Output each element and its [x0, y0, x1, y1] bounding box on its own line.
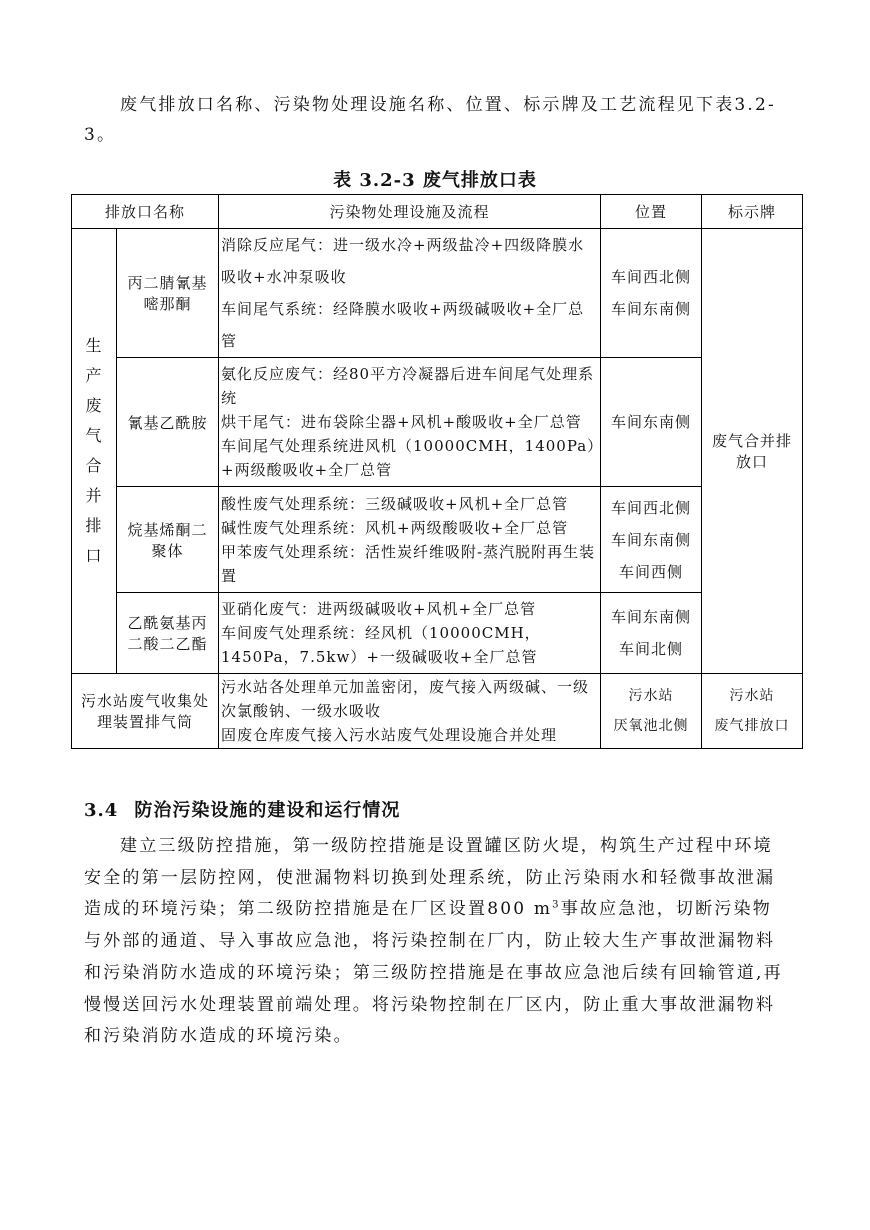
process-line: 车间尾气处理系统进风机（10000CMH，1400Pa）+两级酸吸收+全厂总管	[221, 437, 596, 479]
section-number: 3.4	[84, 800, 119, 821]
location-cell	[601, 593, 702, 674]
table-row	[72, 358, 803, 487]
paragraph-text-part-2: 事故应急池，切断污染物与外部的通道、导入事故应急池，将污染控制在厂内，防止较大生产事故泄漏物料和污染消防水造成的环境污染；第三级防控措施是在事故应急池后续有回输管道,再慢慢送回污水处理装置前端处理。将污染物控制在厂区内，防止重大事故泄漏物料和污染消防水造成的环境污染。	[84, 899, 783, 1047]
table-row	[72, 674, 803, 749]
section-title: 防治污染设施的建设和运行情况	[134, 800, 401, 821]
process-line: 车间尾气系统：经降膜水吸收+两级碱吸收+全厂总管	[221, 300, 585, 350]
table-row	[72, 593, 803, 674]
outlet-name-cell	[117, 593, 219, 674]
location-line: 车间东南侧	[611, 530, 692, 549]
location-line: 车间东南侧	[611, 608, 692, 626]
outlet-name: 污水站废气收集处理装置排气筒	[81, 692, 210, 731]
outlet-name-cell	[72, 674, 219, 749]
sign-line: 废气排放口	[714, 718, 790, 734]
group-sign: 废气合并排放口	[712, 432, 793, 471]
location-line: 车间东南侧	[611, 300, 692, 318]
location-cell	[601, 229, 702, 358]
process-line: 污水站各处理单元加盖密闭，废气接入两级碱、一级次氯酸钠、一级水吸收	[221, 678, 590, 720]
outlet-name: 丙二腈氰基嘧那酮	[127, 274, 208, 313]
sign-cell	[702, 674, 803, 749]
location-line: 车间西北侧	[611, 498, 692, 517]
body-paragraph	[84, 831, 786, 1053]
table-row	[72, 229, 803, 358]
paragraph-text-part-1: 建立三级防控措施，第一级防控措施是设置罐区防火堤，构筑生产过程中环境安全的第一层防控网，使泄漏物料切换到处理系统，防止污染雨水和轻微事故泄漏造成的环境污染；第二级防控措施是在厂区设置800 m	[84, 836, 776, 920]
process-line: 固废仓库废气接入污水站废气处理设施合并处理	[221, 726, 558, 744]
outlet-name: 氰基乙酰胺	[127, 413, 208, 432]
sign-line: 污水站	[729, 688, 775, 704]
superscript-3: 3	[552, 899, 561, 911]
outlet-name: 烷基烯酮二聚体	[127, 520, 208, 560]
table-row	[72, 487, 803, 593]
header-location: 位置	[601, 195, 702, 229]
process-line: 亚硝化废气：进两级碱吸收+风机+全厂总管	[221, 600, 537, 618]
location-line: 车间西北侧	[611, 268, 692, 286]
process-cell	[219, 229, 601, 358]
process-cell	[219, 487, 601, 593]
process-line: 氨化反应废气：经80平方冷凝器后进车间尾气处理系统	[221, 365, 595, 407]
process-cell	[219, 674, 601, 749]
group-label-cell	[72, 229, 117, 674]
process-line: 车间废气处理系统：经风机（10000CMH，1450Pa，7.5kw）+一级碱吸收+全厂总管	[221, 624, 541, 666]
table-caption: 表 3.2-3 废气排放口表	[333, 170, 537, 191]
emission-outlet-table	[71, 194, 803, 749]
location-line: 车间东南侧	[611, 413, 692, 431]
outlet-name-cell	[117, 487, 219, 593]
outlet-name-cell	[117, 229, 219, 358]
location-cell	[601, 358, 702, 487]
section-heading	[84, 796, 400, 822]
process-line: 碱性废气处理系统：风机+两级酸吸收+全厂总管	[221, 518, 569, 537]
process-line: 烘干尾气：进布袋除尘器+风机+酸吸收+全厂总管	[221, 413, 582, 431]
outlet-name-cell	[117, 358, 219, 487]
header-outlet-name: 排放口名称	[72, 195, 219, 229]
process-line: 酸性废气处理系统：三级碱吸收+风机+全厂总管	[221, 494, 569, 513]
location-line: 车间北侧	[619, 640, 684, 658]
location-cell	[601, 487, 702, 593]
process-cell	[219, 358, 601, 487]
location-line: 车间西侧	[619, 562, 684, 581]
outlet-name: 乙酰氨基丙二酸二乙酯	[127, 614, 208, 653]
location-cell	[601, 674, 702, 749]
location-line: 厌氧池北侧	[613, 718, 689, 734]
process-line: 消除反应尾气：进一级水冷+两级盐冷+四级降膜水吸收+水冲泵吸收	[221, 236, 585, 286]
group-label: 生 产 废 气 合 并 排 口	[85, 336, 103, 565]
table-header-row	[72, 195, 803, 229]
location-line: 污水站	[628, 688, 674, 704]
process-line: 甲苯废气处理系统：活性炭纤维吸附-蒸汽脱附再生装置	[221, 542, 596, 585]
process-cell	[219, 593, 601, 674]
header-process: 污染物处理设施及流程	[219, 195, 601, 229]
group-sign-cell	[702, 229, 803, 674]
header-sign: 标示牌	[702, 195, 803, 229]
intro-paragraph: 废气排放口名称、污染物处理设施名称、位置、标示牌及工艺流程见下表3.2-3。	[84, 95, 776, 145]
